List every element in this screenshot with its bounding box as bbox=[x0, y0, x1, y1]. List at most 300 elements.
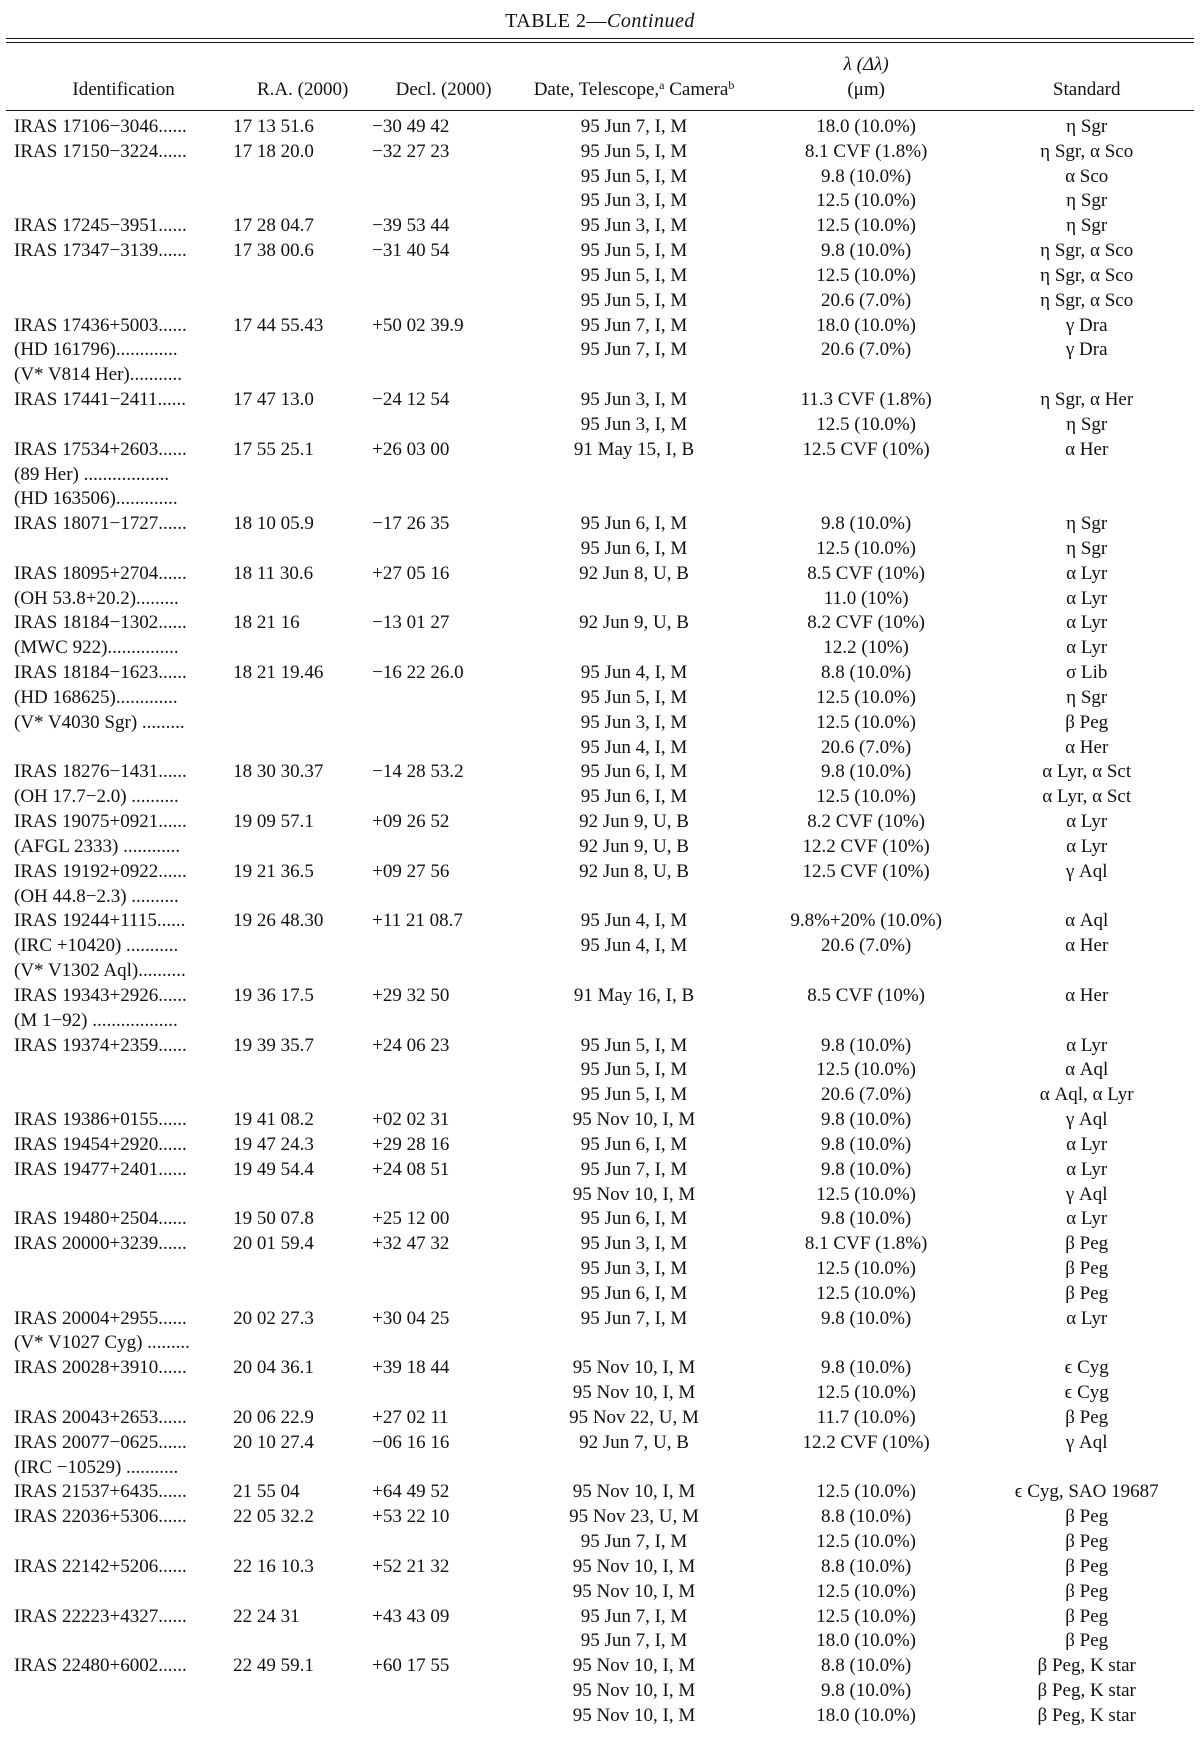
cell-identification: (V* V1302 Aql).......... bbox=[14, 960, 186, 982]
table-row bbox=[6, 586, 1194, 611]
cell-ra: 17 13 51.6 bbox=[233, 115, 314, 137]
table-row bbox=[6, 1629, 1194, 1654]
footnote-mark-a: a bbox=[659, 78, 665, 92]
table-row bbox=[6, 1033, 1194, 1058]
cell-date-telescope-camera: 95 Nov 10, I, M bbox=[572, 1655, 696, 1677]
table-row bbox=[6, 611, 1194, 636]
cell-ra: 21 55 04 bbox=[233, 1481, 300, 1503]
cell-date-telescope-camera: 95 Nov 10, I, M bbox=[572, 1382, 696, 1404]
table-row bbox=[6, 1703, 1194, 1728]
cell-ra bbox=[233, 1529, 372, 1554]
cell-decl bbox=[372, 784, 515, 809]
table-row bbox=[6, 1480, 1194, 1505]
cell-decl bbox=[372, 710, 515, 735]
cell-wavelength: 11.0 (10%) bbox=[823, 587, 909, 609]
cell-wavelength: 12.5 (10.0%) bbox=[816, 264, 917, 286]
cell-decl: −13 01 27 bbox=[372, 612, 450, 634]
cell-identification: (HD 161796)............. bbox=[14, 339, 178, 361]
cell-date-telescope-camera: 95 Jun 7, I, M bbox=[580, 1307, 688, 1329]
cell-date-telescope-camera: 95 Jun 3, I, M bbox=[580, 413, 688, 435]
cell-identification bbox=[6, 1182, 233, 1207]
cell-ra bbox=[233, 1455, 372, 1480]
cell-decl: −14 28 53.2 bbox=[372, 761, 464, 783]
table-row bbox=[6, 983, 1194, 1008]
cell-ra bbox=[233, 263, 372, 288]
cell-standard: η Sgr bbox=[1066, 115, 1108, 137]
cell-identification: IRAS 17436+5003...... bbox=[14, 314, 187, 336]
cell-decl: −16 22 26.0 bbox=[372, 662, 464, 684]
cell-decl bbox=[372, 1057, 515, 1082]
cell-identification: (HD 168625)............. bbox=[14, 686, 178, 708]
cell-identification: IRAS 19374+2359...... bbox=[14, 1034, 187, 1056]
cell-ra: 20 01 59.4 bbox=[233, 1233, 314, 1255]
cell-identification bbox=[6, 412, 233, 437]
cell-wavelength: 12.5 (10.0%) bbox=[816, 1531, 917, 1553]
cell-decl: +29 28 16 bbox=[372, 1133, 450, 1155]
cell-wavelength: 9.8 (10.0%) bbox=[821, 761, 912, 783]
cell-date-telescope-camera: 95 Jun 3, I, M bbox=[580, 190, 688, 212]
table-row bbox=[6, 1107, 1194, 1132]
cell-date-telescope-camera: 95 Jun 4, I, M bbox=[580, 910, 688, 932]
cell-decl: +60 17 55 bbox=[372, 1655, 450, 1677]
cell-ra bbox=[233, 685, 372, 710]
cell-wavelength: 20.6 (7.0%) bbox=[821, 935, 912, 957]
cell-identification: IRAS 18276−1431...... bbox=[14, 761, 187, 783]
cell-identification: (V* V814 Her)........... bbox=[14, 364, 182, 386]
cell-date-telescope-camera: 95 Jun 5, I, M bbox=[580, 240, 688, 262]
cell-standard bbox=[979, 958, 1194, 983]
cell-wavelength: 8.2 CVF (10%) bbox=[807, 612, 925, 634]
cell-ra bbox=[233, 1256, 372, 1281]
cell-identification: IRAS 22142+5206...... bbox=[14, 1555, 187, 1577]
cell-decl: +25 12 00 bbox=[372, 1208, 450, 1230]
cell-wavelength: 18.0 (10.0%) bbox=[816, 1630, 917, 1652]
cell-identification bbox=[6, 1703, 233, 1728]
cell-decl: +30 04 25 bbox=[372, 1307, 450, 1329]
cell-wavelength: 9.8 (10.0%) bbox=[821, 1158, 912, 1180]
cell-date-telescope-camera: 95 Jun 4, I, M bbox=[580, 736, 688, 758]
cell-standard bbox=[979, 362, 1194, 387]
cell-standard bbox=[979, 486, 1194, 511]
cell-ra: 22 49 59.1 bbox=[233, 1655, 314, 1677]
cell-standard: β Peg bbox=[1065, 1233, 1109, 1255]
table-row bbox=[6, 1405, 1194, 1430]
cell-wavelength: 9.8 (10.0%) bbox=[821, 1208, 912, 1230]
table-row bbox=[6, 1604, 1194, 1629]
table-row bbox=[6, 809, 1194, 834]
cell-identification: IRAS 18184−1623...... bbox=[14, 662, 187, 684]
cell-decl bbox=[372, 1678, 515, 1703]
cell-decl: +24 08 51 bbox=[372, 1158, 450, 1180]
cell-ra bbox=[233, 1182, 372, 1207]
cell-ra: 18 21 19.46 bbox=[233, 662, 324, 684]
cell-ra bbox=[233, 586, 372, 611]
table-row bbox=[6, 263, 1194, 288]
cell-wavelength: 12.5 (10.0%) bbox=[816, 1382, 917, 1404]
cell-ra: 18 10 05.9 bbox=[233, 513, 314, 535]
cell-standard: α Lyr bbox=[1066, 1133, 1108, 1155]
cell-date-telescope-camera: 91 May 15, I, B bbox=[573, 438, 695, 460]
cell-wavelength: 9.8 (10.0%) bbox=[821, 1109, 912, 1131]
cell-ra: 17 38 00.6 bbox=[233, 240, 314, 262]
cell-identification bbox=[6, 1057, 233, 1082]
table-row bbox=[6, 909, 1194, 934]
cell-date-telescope-camera bbox=[515, 586, 753, 611]
cell-identification: IRAS 18071−1727...... bbox=[14, 513, 187, 535]
cell-standard: η Sgr bbox=[1066, 413, 1108, 435]
cell-ra: 19 39 35.7 bbox=[233, 1034, 314, 1056]
cell-date-telescope-camera: 95 Jun 3, I, M bbox=[580, 1233, 688, 1255]
cell-identification: (IRC +10420) ........... bbox=[14, 935, 179, 957]
cell-ra: 17 44 55.43 bbox=[233, 314, 324, 336]
cell-ra: 20 02 27.3 bbox=[233, 1307, 314, 1329]
cell-identification: IRAS 19454+2920...... bbox=[14, 1133, 187, 1155]
col-header-ra: R.A. (2000) bbox=[256, 79, 349, 100]
cell-wavelength: 12.5 (10.0%) bbox=[816, 1059, 917, 1081]
table-row bbox=[6, 486, 1194, 511]
cell-decl: +29 32 50 bbox=[372, 984, 450, 1006]
cell-date-telescope-camera: 95 Jun 3, I, M bbox=[580, 1258, 688, 1279]
table-row bbox=[6, 1455, 1194, 1480]
table-row bbox=[6, 1355, 1194, 1380]
camera-header-text: Camera bbox=[664, 79, 729, 100]
cell-standard: β Peg, K star bbox=[1037, 1655, 1136, 1677]
cell-date-telescope-camera: 95 Jun 5, I, M bbox=[580, 1084, 688, 1106]
cell-decl bbox=[372, 536, 515, 561]
cell-date-telescope-camera: 95 Nov 10, I, M bbox=[572, 1109, 696, 1131]
cell-date-telescope-camera: 95 Nov 10, I, M bbox=[572, 1357, 696, 1379]
table-row bbox=[6, 1182, 1194, 1207]
cell-decl bbox=[372, 884, 515, 909]
cell-ra: 18 11 30.6 bbox=[233, 562, 314, 584]
cell-wavelength: 9.8%+20% (10.0%) bbox=[790, 910, 942, 932]
cell-wavelength: 9.8 (10.0%) bbox=[821, 165, 912, 187]
table-row bbox=[6, 1082, 1194, 1107]
cell-date-telescope-camera: 95 Jun 3, I, M bbox=[580, 389, 688, 411]
cell-ra: 19 49 54.4 bbox=[233, 1158, 314, 1180]
cell-identification: IRAS 17441−2411...... bbox=[14, 389, 187, 411]
cell-decl bbox=[372, 263, 515, 288]
cell-wavelength: 11.7 (10.0%) bbox=[816, 1406, 916, 1428]
cell-decl: +09 26 52 bbox=[372, 811, 450, 833]
table-row bbox=[6, 1231, 1194, 1256]
table-row bbox=[6, 108, 1194, 139]
cell-date-telescope-camera bbox=[515, 1455, 753, 1480]
cell-wavelength: 12.5 CVF (10%) bbox=[802, 860, 930, 882]
cell-wavelength: 20.6 (7.0%) bbox=[821, 736, 912, 758]
cell-identification bbox=[6, 288, 233, 313]
cell-standard: σ Lib bbox=[1066, 662, 1108, 684]
cell-date-telescope-camera: 95 Jun 7, I, M bbox=[580, 1531, 688, 1553]
cell-ra bbox=[233, 362, 372, 387]
cell-standard: η Sgr bbox=[1066, 190, 1108, 212]
cell-standard: β Peg bbox=[1065, 1282, 1109, 1304]
cell-ra: 20 06 22.9 bbox=[233, 1406, 314, 1428]
cell-ra bbox=[233, 536, 372, 561]
cell-date-telescope-camera: 92 Jun 9, U, B bbox=[579, 835, 689, 857]
cell-date-telescope-camera: 95 Jun 5, I, M bbox=[580, 1034, 688, 1056]
cell-identification: (IRC −10529) ........... bbox=[14, 1456, 179, 1478]
cell-decl: +09 27 56 bbox=[372, 860, 450, 882]
cell-wavelength bbox=[753, 1331, 979, 1356]
cell-wavelength: 9.8 (10.0%) bbox=[821, 1357, 912, 1379]
cell-ra: 22 05 32.2 bbox=[233, 1506, 314, 1528]
cell-identification bbox=[6, 735, 233, 760]
cell-date-telescope-camera: 95 Jun 6, I, M bbox=[580, 1282, 688, 1304]
cell-standard: γ Aql bbox=[1065, 860, 1108, 882]
cell-identification bbox=[6, 1082, 233, 1107]
cell-standard: β Peg bbox=[1065, 1605, 1109, 1627]
cell-ra bbox=[233, 735, 372, 760]
cell-wavelength bbox=[753, 1008, 979, 1033]
cell-standard: γ Dra bbox=[1065, 339, 1108, 361]
cell-identification: IRAS 22480+6002...... bbox=[14, 1655, 187, 1677]
cell-date-telescope-camera: 95 Jun 5, I, M bbox=[580, 289, 688, 311]
cell-identification: IRAS 20000+3239...... bbox=[14, 1233, 187, 1255]
cell-identification: (V* V1027 Cyg) ......... bbox=[14, 1332, 190, 1354]
cell-ra: 18 30 30.37 bbox=[233, 761, 324, 783]
cell-ra bbox=[233, 462, 372, 487]
cell-decl: −32 27 23 bbox=[372, 140, 450, 162]
cell-ra: 22 16 10.3 bbox=[233, 1555, 314, 1577]
cell-wavelength: 20.6 (7.0%) bbox=[821, 339, 912, 361]
cell-date-telescope-camera bbox=[515, 462, 753, 487]
table-body bbox=[6, 108, 1194, 1728]
cell-ra: 19 36 17.5 bbox=[233, 984, 314, 1006]
cell-identification: IRAS 17347−3139...... bbox=[14, 240, 187, 262]
cell-standard: η Sgr, α Sco bbox=[1040, 289, 1134, 311]
col-header-lambda bbox=[753, 52, 979, 108]
cell-ra bbox=[233, 834, 372, 859]
cell-date-telescope-camera: 92 Jun 7, U, B bbox=[579, 1431, 689, 1453]
cell-decl: −17 26 35 bbox=[372, 513, 450, 535]
table-row bbox=[6, 1331, 1194, 1356]
cell-wavelength: 9.8 (10.0%) bbox=[821, 1307, 912, 1329]
cell-ra bbox=[233, 784, 372, 809]
table-row bbox=[6, 1554, 1194, 1579]
cell-ra: 22 24 31 bbox=[233, 1605, 300, 1627]
cell-standard: β Peg bbox=[1065, 1630, 1109, 1652]
cell-standard: α Lyr bbox=[1066, 1034, 1108, 1056]
cell-wavelength: 9.8 (10.0%) bbox=[821, 513, 912, 535]
table-row bbox=[6, 1430, 1194, 1455]
cell-ra: 19 21 36.5 bbox=[233, 860, 314, 882]
cell-ra: 20 04 36.1 bbox=[233, 1357, 314, 1379]
cell-date-telescope-camera: 95 Nov 22, U, M bbox=[569, 1406, 699, 1428]
cell-decl: +43 43 09 bbox=[372, 1605, 450, 1627]
cell-date-telescope-camera: 95 Nov 10, I, M bbox=[572, 1183, 696, 1205]
table-row bbox=[6, 1653, 1194, 1678]
cell-identification: IRAS 18184−1302...... bbox=[14, 612, 187, 634]
cell-standard: η Sgr, α Sco bbox=[1040, 140, 1134, 162]
cell-wavelength: 12.5 (10.0%) bbox=[816, 686, 917, 708]
cell-decl bbox=[372, 486, 515, 511]
cell-standard: α Aql bbox=[1065, 910, 1109, 932]
cell-ra bbox=[233, 635, 372, 660]
cell-decl bbox=[372, 1182, 515, 1207]
cell-date-telescope-camera: 95 Jun 6, I, M bbox=[580, 1133, 688, 1155]
cell-date-telescope-camera: 95 Jun 4, I, M bbox=[580, 935, 688, 957]
top-rule-upper bbox=[6, 38, 1194, 39]
cell-identification: IRAS 19244+1115...... bbox=[14, 910, 186, 932]
cell-identification bbox=[6, 263, 233, 288]
cell-identification bbox=[6, 1380, 233, 1405]
table-row bbox=[6, 1678, 1194, 1703]
cell-standard: γ Dra bbox=[1065, 314, 1108, 336]
cell-identification: IRAS 19386+0155...... bbox=[14, 1109, 187, 1131]
cell-date-telescope-camera: 95 Nov 10, I, M bbox=[572, 1580, 696, 1602]
cell-ra bbox=[233, 412, 372, 437]
cell-identification: IRAS 19477+2401...... bbox=[14, 1158, 187, 1180]
cell-date-telescope-camera bbox=[515, 486, 753, 511]
cell-standard: β Peg bbox=[1065, 1506, 1109, 1528]
cell-wavelength: 12.5 (10.0%) bbox=[816, 1282, 917, 1304]
cell-wavelength: 8.2 CVF (10%) bbox=[807, 811, 925, 833]
cell-standard: α Her bbox=[1065, 736, 1109, 758]
cell-wavelength: 12.5 (10.0%) bbox=[816, 1183, 917, 1205]
cell-wavelength: 8.8 (10.0%) bbox=[821, 1555, 912, 1577]
cell-wavelength: 18.0 (10.0%) bbox=[816, 314, 917, 336]
cell-wavelength: 12.5 (10.0%) bbox=[816, 1580, 917, 1602]
cell-ra bbox=[233, 486, 372, 511]
cell-decl bbox=[372, 834, 515, 859]
cell-identification: (OH 17.7−2.0) .......... bbox=[14, 786, 179, 808]
cell-decl bbox=[372, 1331, 515, 1356]
cell-identification: IRAS 19192+0922...... bbox=[14, 860, 187, 882]
cell-standard: β Peg bbox=[1065, 1258, 1109, 1279]
table-row bbox=[6, 412, 1194, 437]
cell-date-telescope-camera: 95 Jun 6, I, M bbox=[580, 761, 688, 783]
cell-decl: +53 22 10 bbox=[372, 1506, 450, 1528]
cell-decl: +27 05 16 bbox=[372, 562, 450, 584]
cell-standard: ϵ Cyg, SAO 19687 bbox=[1014, 1481, 1159, 1503]
cell-wavelength: 18.0 (10.0%) bbox=[816, 1704, 917, 1726]
cell-standard: α Lyr, α Sct bbox=[1042, 761, 1132, 783]
cell-wavelength: 9.8 (10.0%) bbox=[821, 1034, 912, 1056]
table-caption bbox=[0, 10, 1200, 33]
cell-decl bbox=[372, 586, 515, 611]
table-row bbox=[6, 462, 1194, 487]
cell-decl bbox=[372, 1256, 515, 1281]
cell-identification bbox=[6, 188, 233, 213]
cell-ra bbox=[233, 164, 372, 189]
table-row bbox=[6, 561, 1194, 586]
table-row bbox=[6, 1380, 1194, 1405]
cell-decl bbox=[372, 1008, 515, 1033]
cell-wavelength bbox=[753, 1455, 979, 1480]
cell-identification bbox=[6, 536, 233, 561]
cell-date-telescope-camera bbox=[515, 1331, 753, 1356]
cell-standard: η Sgr, α Her bbox=[1040, 389, 1134, 411]
cell-identification: IRAS 17150−3224...... bbox=[14, 140, 187, 162]
cell-wavelength: 9.8 (10.0%) bbox=[821, 1133, 912, 1155]
cell-ra bbox=[233, 1331, 372, 1356]
cell-identification bbox=[6, 1579, 233, 1604]
cell-date-telescope-camera: 95 Jun 5, I, M bbox=[580, 165, 688, 187]
cell-wavelength: 12.2 (10%) bbox=[823, 637, 909, 659]
cell-date-telescope-camera: 95 Jun 7, I, M bbox=[580, 1158, 688, 1180]
cell-date-telescope-camera bbox=[515, 884, 753, 909]
cell-date-telescope-camera: 95 Jun 7, I, M bbox=[580, 339, 688, 361]
cell-decl bbox=[372, 1529, 515, 1554]
cell-decl: +27 02 11 bbox=[372, 1406, 449, 1428]
cell-wavelength: 12.2 CVF (10%) bbox=[802, 835, 930, 857]
cell-identification: (AFGL 2333) ............ bbox=[14, 835, 181, 857]
cell-wavelength bbox=[753, 362, 979, 387]
date-header-text: Date, Telescope, bbox=[533, 79, 660, 100]
cell-date-telescope-camera: 95 Jun 6, I, M bbox=[580, 1208, 688, 1230]
cell-identification bbox=[6, 1629, 233, 1654]
cell-standard: η Sgr, α Sco bbox=[1040, 240, 1134, 262]
cell-decl bbox=[372, 288, 515, 313]
cell-ra: 20 10 27.4 bbox=[233, 1431, 314, 1453]
table-row bbox=[6, 362, 1194, 387]
cell-standard: α Lyr bbox=[1066, 562, 1108, 584]
cell-decl bbox=[372, 735, 515, 760]
cell-date-telescope-camera: 95 Jun 7, I, M bbox=[580, 115, 688, 137]
cell-date-telescope-camera: 95 Nov 10, I, M bbox=[572, 1555, 696, 1577]
cell-standard: α Lyr bbox=[1066, 612, 1108, 634]
cell-standard: α Aql, α Lyr bbox=[1039, 1084, 1134, 1106]
cell-wavelength: 8.8 (10.0%) bbox=[821, 662, 912, 684]
cell-identification: IRAS 18095+2704...... bbox=[14, 562, 187, 584]
cell-date-telescope-camera: 95 Nov 10, I, M bbox=[572, 1481, 696, 1503]
cell-standard: β Peg bbox=[1065, 1406, 1109, 1428]
cell-wavelength bbox=[753, 462, 979, 487]
lambda-header-line2: (μm) bbox=[847, 79, 885, 100]
table-row bbox=[6, 437, 1194, 462]
cell-standard: β Peg bbox=[1065, 1555, 1109, 1577]
cell-wavelength: 12.5 (10.0%) bbox=[816, 786, 917, 808]
col-header-identification: Identification bbox=[72, 79, 175, 100]
cell-date-telescope-camera: 95 Jun 7, I, M bbox=[580, 1605, 688, 1627]
cell-standard: α Lyr bbox=[1066, 1158, 1108, 1180]
cell-identification bbox=[6, 1256, 233, 1281]
table-row bbox=[6, 1529, 1194, 1554]
cell-date-telescope-camera: 95 Jun 6, I, M bbox=[580, 786, 688, 808]
cell-date-telescope-camera bbox=[515, 958, 753, 983]
cell-wavelength: 12.5 CVF (10%) bbox=[802, 438, 930, 460]
cell-wavelength: 8.5 CVF (10%) bbox=[807, 562, 925, 584]
cell-standard bbox=[979, 1455, 1194, 1480]
cell-date-telescope-camera: 92 Jun 8, U, B bbox=[579, 562, 689, 584]
cell-ra: 17 55 25.1 bbox=[233, 438, 314, 460]
cell-identification: IRAS 19480+2504...... bbox=[14, 1208, 187, 1230]
cell-wavelength: 12.5 (10.0%) bbox=[816, 1258, 917, 1279]
cell-wavelength: 20.6 (7.0%) bbox=[821, 289, 912, 311]
cell-decl: +11 21 08.7 bbox=[372, 910, 463, 932]
table-row bbox=[6, 511, 1194, 536]
cell-ra bbox=[233, 288, 372, 313]
cell-standard: η Sgr bbox=[1066, 686, 1108, 708]
cell-date-telescope-camera: 92 Jun 9, U, B bbox=[579, 612, 689, 634]
table-row bbox=[6, 1281, 1194, 1306]
cell-wavelength: 8.1 CVF (1.8%) bbox=[804, 1233, 928, 1255]
cell-decl bbox=[372, 412, 515, 437]
table-continued-label: Continued bbox=[607, 10, 695, 32]
cell-standard: γ Aql bbox=[1065, 1431, 1108, 1453]
cell-decl bbox=[372, 1629, 515, 1654]
cell-standard: β Peg bbox=[1065, 1531, 1109, 1553]
cell-decl: −24 12 54 bbox=[372, 389, 450, 411]
cell-identification: (HD 163506)............. bbox=[14, 488, 178, 510]
table-row bbox=[6, 635, 1194, 660]
table-row bbox=[6, 710, 1194, 735]
cell-identification: IRAS 20004+2955...... bbox=[14, 1307, 187, 1329]
cell-ra bbox=[233, 958, 372, 983]
table-row bbox=[6, 760, 1194, 785]
cell-date-telescope-camera: 95 Jun 3, I, M bbox=[580, 711, 688, 733]
